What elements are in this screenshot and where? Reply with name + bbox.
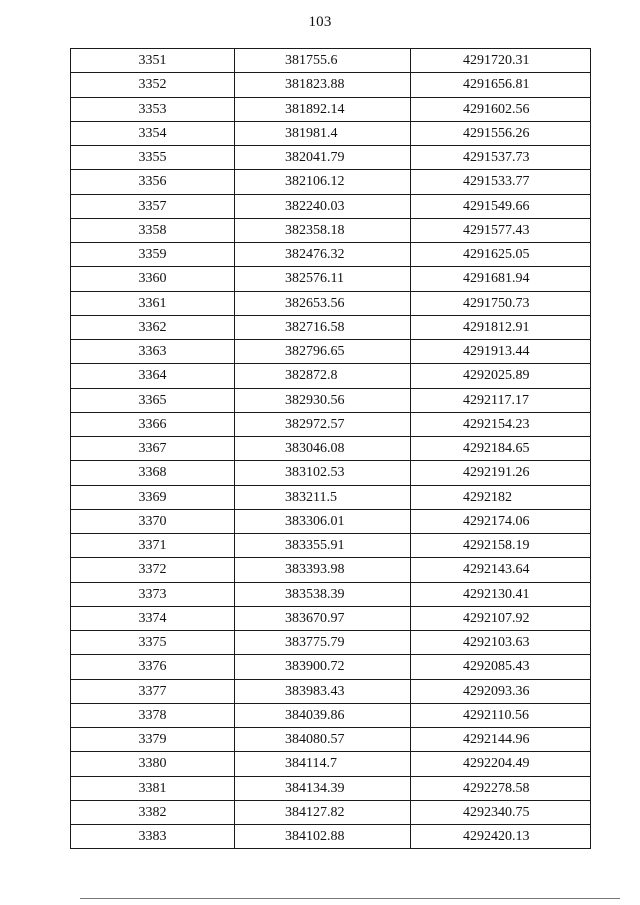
point-number-cell: 3355 — [71, 146, 235, 170]
point-number-cell: 3354 — [71, 121, 235, 145]
table-row — [71, 558, 591, 582]
table-row — [71, 534, 591, 558]
y-coordinate-cell: 4292085.43 — [411, 655, 591, 679]
y-coordinate-cell: 4292093.36 — [411, 679, 591, 703]
y-coordinate-cell: 4292107.92 — [411, 606, 591, 630]
table-row — [71, 121, 591, 145]
x-coordinate-cell: 384114.7 — [235, 752, 411, 776]
y-coordinate-cell: 4292278.58 — [411, 776, 591, 800]
table-row — [71, 752, 591, 776]
y-coordinate-cell: 4292110.56 — [411, 703, 591, 727]
table-row — [71, 340, 591, 364]
table-row — [71, 825, 591, 849]
y-coordinate-cell: 4291750.73 — [411, 291, 591, 315]
x-coordinate-cell: 383211.5 — [235, 485, 411, 509]
table-row — [71, 679, 591, 703]
point-number-cell: 3371 — [71, 534, 235, 558]
y-coordinate-cell: 4291549.66 — [411, 194, 591, 218]
coordinates-table — [70, 48, 591, 849]
x-coordinate-cell: 381981.4 — [235, 121, 411, 145]
table-row — [71, 776, 591, 800]
page-number: 103 — [308, 14, 332, 30]
y-coordinate-cell: 4292420.13 — [411, 825, 591, 849]
y-coordinate-cell: 4291556.26 — [411, 121, 591, 145]
table-row — [71, 364, 591, 388]
point-number-cell: 3353 — [71, 97, 235, 121]
x-coordinate-cell: 382872.8 — [235, 364, 411, 388]
x-coordinate-cell: 383306.01 — [235, 509, 411, 533]
point-number-cell: 3359 — [71, 243, 235, 267]
point-number-cell: 3365 — [71, 388, 235, 412]
y-coordinate-cell: 4292130.41 — [411, 582, 591, 606]
table-row — [71, 800, 591, 824]
point-number-cell: 3360 — [71, 267, 235, 291]
x-coordinate-cell: 382576.11 — [235, 267, 411, 291]
y-coordinate-cell: 4291656.81 — [411, 73, 591, 97]
y-coordinate-cell: 4291602.56 — [411, 97, 591, 121]
coordinates-table-container — [70, 48, 590, 849]
x-coordinate-cell: 382930.56 — [235, 388, 411, 412]
point-number-cell: 3363 — [71, 340, 235, 364]
x-coordinate-cell: 381823.88 — [235, 73, 411, 97]
y-coordinate-cell: 4292143.64 — [411, 558, 591, 582]
point-number-cell: 3372 — [71, 558, 235, 582]
point-number-cell: 3374 — [71, 606, 235, 630]
table-row — [71, 412, 591, 436]
point-number-cell: 3383 — [71, 825, 235, 849]
y-coordinate-cell: 4292025.89 — [411, 364, 591, 388]
point-number-cell: 3376 — [71, 655, 235, 679]
x-coordinate-cell: 383102.53 — [235, 461, 411, 485]
table-row — [71, 315, 591, 339]
point-number-cell: 3364 — [71, 364, 235, 388]
point-number-cell: 3366 — [71, 412, 235, 436]
x-coordinate-cell: 382476.32 — [235, 243, 411, 267]
table-row — [71, 485, 591, 509]
y-coordinate-cell: 4291533.77 — [411, 170, 591, 194]
y-coordinate-cell: 4292340.75 — [411, 800, 591, 824]
x-coordinate-cell: 383900.72 — [235, 655, 411, 679]
table-row — [71, 73, 591, 97]
point-number-cell: 3370 — [71, 509, 235, 533]
y-coordinate-cell: 4291812.91 — [411, 315, 591, 339]
x-coordinate-cell: 382716.58 — [235, 315, 411, 339]
table-body — [71, 49, 591, 849]
point-number-cell: 3356 — [71, 170, 235, 194]
point-number-cell: 3375 — [71, 631, 235, 655]
point-number-cell: 3378 — [71, 703, 235, 727]
table-row — [71, 509, 591, 533]
x-coordinate-cell: 383046.08 — [235, 437, 411, 461]
x-coordinate-cell: 382653.56 — [235, 291, 411, 315]
point-number-cell: 3362 — [71, 315, 235, 339]
table-row — [71, 703, 591, 727]
point-number-cell: 3373 — [71, 582, 235, 606]
point-number-cell: 3361 — [71, 291, 235, 315]
y-coordinate-cell: 4291681.94 — [411, 267, 591, 291]
table-row — [71, 388, 591, 412]
y-coordinate-cell: 4291913.44 — [411, 340, 591, 364]
y-coordinate-cell: 4292154.23 — [411, 412, 591, 436]
point-number-cell: 3358 — [71, 218, 235, 242]
y-coordinate-cell: 4292144.96 — [411, 728, 591, 752]
x-coordinate-cell: 384039.86 — [235, 703, 411, 727]
x-coordinate-cell: 382796.65 — [235, 340, 411, 364]
table-row — [71, 437, 591, 461]
y-coordinate-cell: 4292182 — [411, 485, 591, 509]
x-coordinate-cell: 382358.18 — [235, 218, 411, 242]
x-coordinate-cell: 382972.57 — [235, 412, 411, 436]
table-row — [71, 170, 591, 194]
y-coordinate-cell: 4292184.65 — [411, 437, 591, 461]
table-row — [71, 194, 591, 218]
point-number-cell: 3379 — [71, 728, 235, 752]
table-row — [71, 655, 591, 679]
y-coordinate-cell: 4291625.05 — [411, 243, 591, 267]
x-coordinate-cell: 381892.14 — [235, 97, 411, 121]
table-row — [71, 461, 591, 485]
table-row — [71, 243, 591, 267]
x-coordinate-cell: 383670.97 — [235, 606, 411, 630]
point-number-cell: 3381 — [71, 776, 235, 800]
y-coordinate-cell: 4292204.49 — [411, 752, 591, 776]
table-row — [71, 631, 591, 655]
y-coordinate-cell: 4292191.26 — [411, 461, 591, 485]
bottom-rule — [80, 898, 620, 899]
point-number-cell: 3357 — [71, 194, 235, 218]
table-row — [71, 49, 591, 73]
x-coordinate-cell: 383355.91 — [235, 534, 411, 558]
x-coordinate-cell: 384080.57 — [235, 728, 411, 752]
point-number-cell: 3382 — [71, 800, 235, 824]
table-row — [71, 267, 591, 291]
y-coordinate-cell: 4292117.17 — [411, 388, 591, 412]
x-coordinate-cell: 383983.43 — [235, 679, 411, 703]
table-row — [71, 582, 591, 606]
table-row — [71, 218, 591, 242]
y-coordinate-cell: 4292158.19 — [411, 534, 591, 558]
point-number-cell: 3369 — [71, 485, 235, 509]
table-row — [71, 728, 591, 752]
table-row — [71, 291, 591, 315]
table-row — [71, 97, 591, 121]
x-coordinate-cell: 384102.88 — [235, 825, 411, 849]
y-coordinate-cell: 4292103.63 — [411, 631, 591, 655]
point-number-cell: 3380 — [71, 752, 235, 776]
y-coordinate-cell: 4292174.06 — [411, 509, 591, 533]
y-coordinate-cell: 4291577.43 — [411, 218, 591, 242]
point-number-cell: 3377 — [71, 679, 235, 703]
y-coordinate-cell: 4291720.31 — [411, 49, 591, 73]
x-coordinate-cell: 384134.39 — [235, 776, 411, 800]
x-coordinate-cell: 383538.39 — [235, 582, 411, 606]
x-coordinate-cell: 381755.6 — [235, 49, 411, 73]
table-row — [71, 606, 591, 630]
point-number-cell: 3352 — [71, 73, 235, 97]
x-coordinate-cell: 382240.03 — [235, 194, 411, 218]
point-number-cell: 3368 — [71, 461, 235, 485]
x-coordinate-cell: 383775.79 — [235, 631, 411, 655]
x-coordinate-cell: 382106.12 — [235, 170, 411, 194]
y-coordinate-cell: 4291537.73 — [411, 146, 591, 170]
x-coordinate-cell: 383393.98 — [235, 558, 411, 582]
point-number-cell: 3367 — [71, 437, 235, 461]
table-row — [71, 146, 591, 170]
x-coordinate-cell: 384127.82 — [235, 800, 411, 824]
x-coordinate-cell: 382041.79 — [235, 146, 411, 170]
point-number-cell: 3351 — [71, 49, 235, 73]
